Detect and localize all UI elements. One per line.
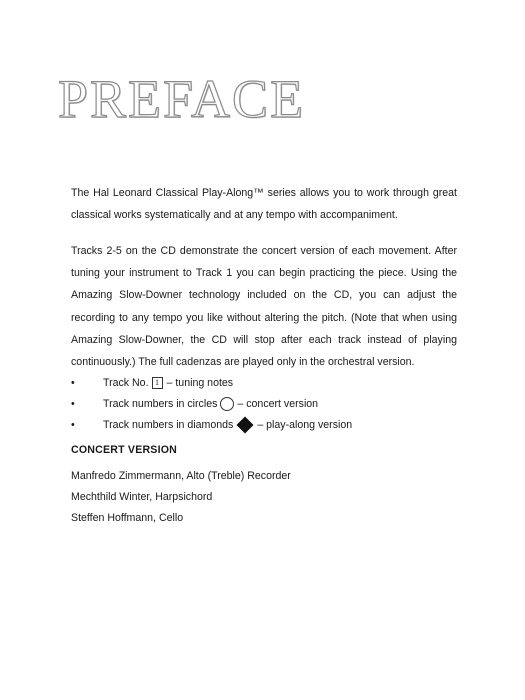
legend-tuning-label: Track No. (103, 376, 149, 389)
legend-item-tuning (71, 372, 457, 393)
legend-concert-desc: – concert version (237, 397, 319, 410)
legend-item-concert (71, 393, 457, 414)
legend-tuning-desc: – tuning notes (166, 376, 234, 389)
square-track-icon: 1 (152, 377, 163, 389)
tracks-paragraph: Tracks 2-5 on the CD demonstrate the concert version of each movement. After tuning your instrument to Track 1 you can begin practicing the piece. Using the Amazing Slow-Downer technology included on the CD, you can adjust the recording to any tempo you like without altering the pitch. (Note that when using Amazing Slow-Downer, the CD will stop after each track instead of playing continuously.) The full cadenzas are played only in the orchestral version. (71, 245, 457, 369)
intro-paragraph: The Hal Leonard Classical Play-Along™ series allows you to work through great classical works systematically and at any tempo with accompaniment. (71, 187, 457, 222)
performer-item: Manfredo Zimmermann, Alto (Treble) Recorder (71, 470, 291, 482)
concert-version-heading: CONCERT VERSION (71, 444, 178, 456)
legend-playalong-label: Track numbers in diamonds (103, 418, 234, 431)
page-title: PREFACE (58, 69, 306, 129)
legend-playalong-desc: – play-along version (257, 418, 353, 431)
bullet-dot: • (71, 397, 75, 410)
legend-concert-label: Track numbers in circles (103, 397, 218, 410)
track-legend (71, 372, 457, 435)
performer-item: Mechthild Winter, Harpsichord (71, 491, 213, 503)
bullet-dot: • (71, 418, 75, 431)
performer-item: Steffen Hoffmann, Cello (71, 512, 184, 524)
bullet-dot: • (71, 376, 75, 389)
circle-track-icon (220, 397, 234, 411)
diamond-track-icon (237, 416, 254, 433)
performer-list (71, 466, 291, 529)
legend-item-playalong (71, 414, 457, 435)
